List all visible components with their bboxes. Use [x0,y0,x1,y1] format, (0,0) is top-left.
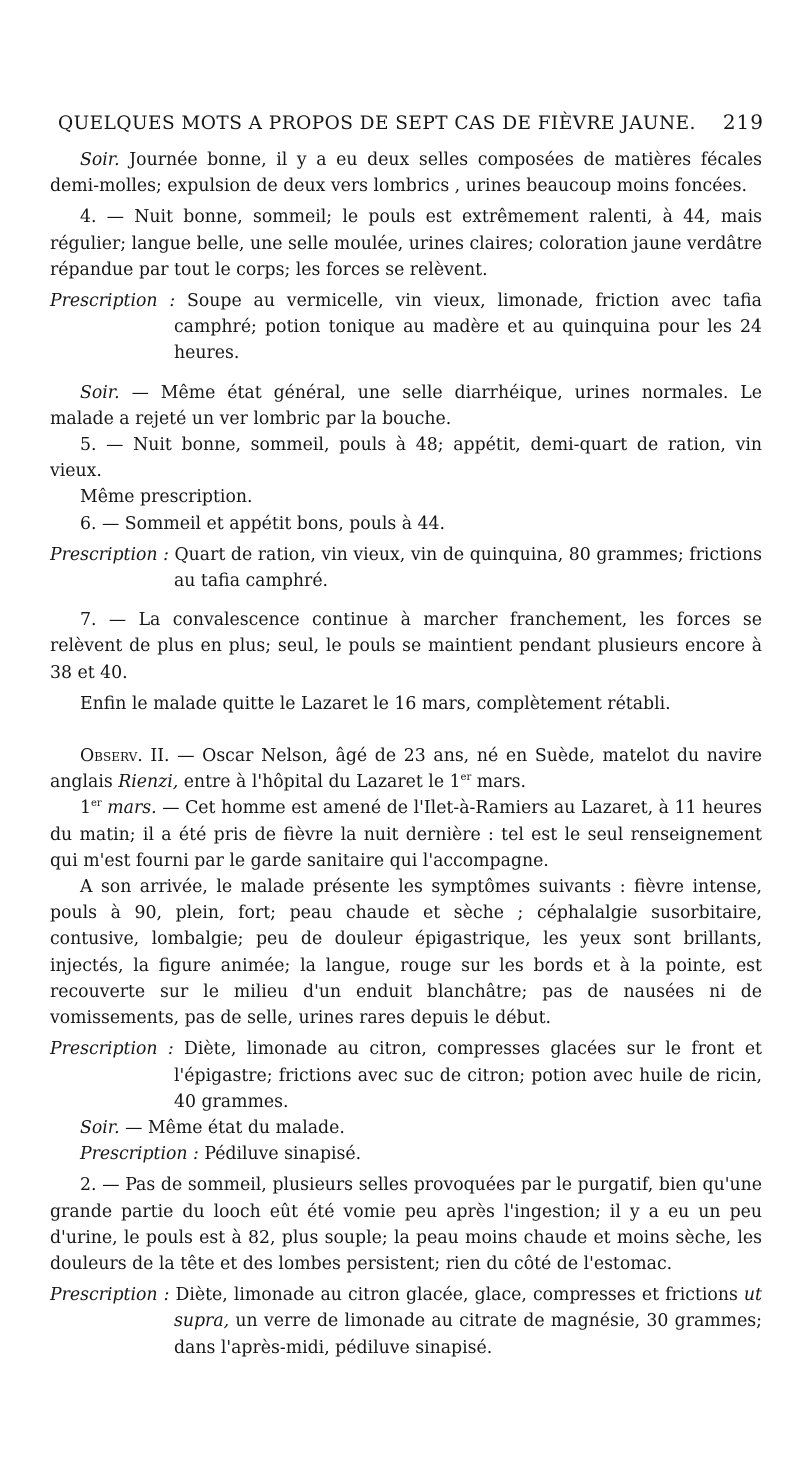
paragraph-text: A son arrivée, le malade présente les symptômes suivants : fièvre intense, pouls à 90, plein, fort; peau chaude et sèche ; céphalalgie susorbitaire, contusive, lombalgie; peu de douleur épigastrique, les yeux sont brillants, injectés, la figure animée; la langue, rouge sur les bords et à la pointe, est recouverte sur le milieu d'un enduit blanchâtre; pas de nausées ni de vomissements, pas de selle, urines rares depuis le début. [50,877,762,1029]
paragraph-text: Quart de ration, vin vieux, vin de quinquina, 80 grammes; frictions au tafia camphré. [168,544,762,592]
paragraph-soir-day3 [50,147,762,199]
paragraph-text: — Cet homme est amené de l'Ilet-à-Ramiers au Lazaret, à 11 heures du matin; il a été pris de fièvre la nuit dernière : tel est le seul renseignement qui m'est fourni par le garde sanitaire qui l'accompagne. [50,798,762,871]
paragraph-text: 7. — La convalescence continue à marcher franchement, les forces se relèvent de plus en plus; seul, le pouls se maintient pendant plusieurs encore à 38 et 40. [50,610,762,683]
paragraph-lead: Soir. [80,150,120,170]
latin-phrase: ut supra, [174,1285,762,1332]
paragraph-discharge [50,691,762,717]
page-body [50,147,762,1361]
date-month: mars. [101,798,157,819]
paragraph-prescription-march-2 [50,1282,762,1361]
paragraph-text: Pédiluve sinapisé. [198,1144,362,1165]
paragraph-same-prescription [50,484,762,510]
ship-name: Rienzi, [118,772,179,793]
paragraph-day6 [50,511,762,537]
paragraph-text: II. — Oscar Nelson, âgé de 23 ans, né en Suède, matelot du navire anglais [50,746,762,793]
paragraph-prescription-soir [50,1141,762,1167]
paragraph-text: — Même état général, une selle diarrhéique, urines normales. Le malade a rejeté un ver lombric par la bouche. [50,382,762,429]
paragraph-text: un verre de limonade au citrate de magnésie, 30 grammes; dans l'après-midi, pédiluve sinapisé. [174,1311,762,1358]
paragraph-prescription-day6 [50,542,762,594]
paragraph-text: 5. — Nuit bonne, sommeil, pouls à 48; appétit, demi-quart de ration, vin vieux. [50,435,762,482]
paragraph-march-2 [50,1172,762,1277]
paragraph-text: Même prescription. [80,487,253,508]
paragraph-day5 [50,432,762,484]
paragraph-lead: Prescription : [50,291,176,312]
paragraph-symptoms [50,874,762,1031]
paragraph-text: entre à l'hôpital du Lazaret le 1 [178,772,461,793]
paragraph-text: Journée bonne, il y a eu deux selles composées de matières fécales demi-molles; expulsion de deux vers lombrics , urines beaucoup moins foncées. [50,150,762,197]
paragraph-lead: Prescription : [50,1039,174,1060]
paragraph-text: Diète, limonade au citron, compresses glacées sur le front et l'épigastre; frictions avec suc de citron; potion avec huile de ricin, 40 grammes. [173,1039,762,1112]
paragraph-text: — Même état du malade. [119,1117,345,1138]
paragraph-text: 4. — Nuit bonne, sommeil; le pouls est extrêmement ralenti, à 44, mais régulier; langue belle, une selle moulée, urines claires; coloration jaune verdâtre répandue par tout le corps; les forces se relèvent. [50,207,762,280]
page-number: 219 [722,110,764,134]
paragraph-soir-march-1 [50,1115,762,1141]
paragraph-text: Enfin le malade quitte le Lazaret le 16 mars, complètement rétabli. [80,693,671,714]
paragraph-text: mars. [471,772,527,793]
paragraph-prescription-march-1 [50,1036,762,1115]
paragraph-observation-2 [50,743,762,795]
paragraph-text: Diète, limonade au citron glacée, glace, compresses et frictions [169,1285,744,1306]
paragraph-march-1 [50,795,762,874]
paragraph-soir-day4 [50,380,762,432]
paragraph-lead: Soir. [80,382,120,403]
page-header [58,110,764,134]
paragraph-lead: Prescription : [50,544,169,565]
paragraph-text: Soupe au vermicelle, vin vieux, limonade, friction avec tafia camphré; potion tonique au madère et au quinquina pour les 24 heures. [174,291,762,364]
paragraph-lead: Soir. [80,1117,120,1138]
ordinal-suffix: er [91,798,102,810]
date-number: 1 [80,798,91,819]
paragraph-text: 2. — Pas de sommeil, plusieurs selles provoquées par le purgatif, bien qu'une grande partie du looch eût été vomie peu après l'ingestion; il y a eu un peu d'urine, le pouls est à 82, plus souple; la peau moins chaude et moins sèche, les douleurs de la tête et des lombes persistent; rien du côté de l'estomac. [50,1175,762,1274]
paragraph-day4 [50,204,762,283]
paragraph-lead: Prescription : [80,1144,199,1165]
paragraph-prescription-day4 [50,288,762,367]
ordinal-suffix: er [460,772,472,784]
running-title: QUELQUES MOTS A PROPOS DE SEPT CAS DE FIÈVRE JAUNE. [58,113,696,134]
paragraph-text: 6. — Sommeil et appétit bons, pouls à 44. [80,513,445,534]
paragraph-lead: Prescription : [50,1285,170,1306]
paragraph-day7 [50,607,762,686]
observation-label: Observ. [80,746,143,767]
